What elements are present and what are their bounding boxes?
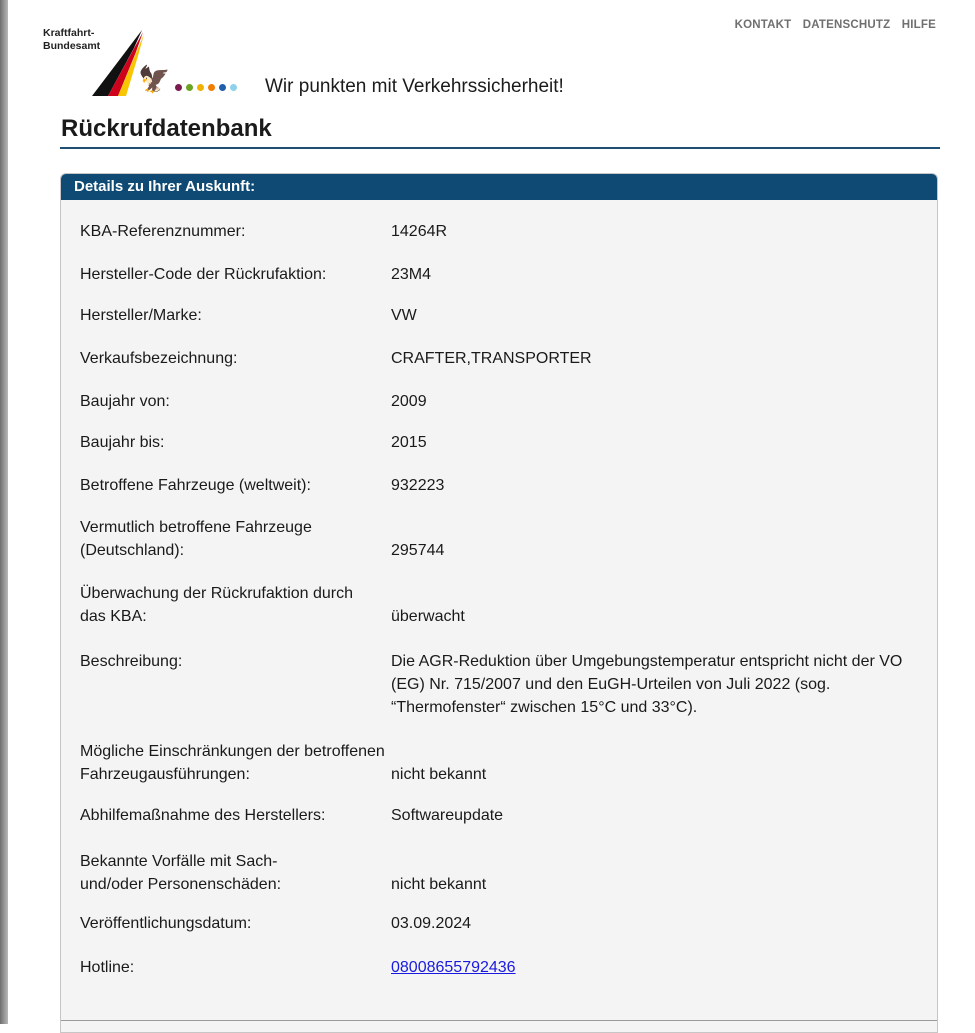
federal-eagle-icon: 🦅 bbox=[138, 64, 171, 94]
nav-link-kontakt[interactable]: KONTAKT bbox=[734, 19, 792, 31]
top-nav bbox=[727, 19, 936, 31]
detail-value: 2015 bbox=[391, 434, 427, 451]
detail-value-container bbox=[391, 956, 926, 979]
detail-value: 14264R bbox=[391, 223, 448, 240]
detail-label: Beschreibung: bbox=[80, 653, 183, 670]
hotline-phone-link[interactable]: 08008655792436 bbox=[391, 959, 516, 976]
detail-value: CRAFTER,TRANSPORTER bbox=[391, 350, 592, 367]
panel-bottom-divider bbox=[61, 1020, 937, 1021]
detail-value: nicht bekannt bbox=[391, 766, 487, 783]
detail-label: Hersteller/Marke: bbox=[80, 307, 202, 324]
detail-label: Abhilfemaßnahme des Herstellers: bbox=[80, 807, 326, 824]
detail-value: 23M4 bbox=[391, 266, 432, 283]
detail-label: Hotline: bbox=[80, 959, 135, 976]
logo-line-2: Bundesamt bbox=[43, 40, 101, 52]
slogan-dots bbox=[175, 84, 237, 91]
details-panel bbox=[60, 173, 938, 1033]
page-title: Rückrufdatenbank bbox=[61, 115, 272, 142]
detail-value: überwacht bbox=[391, 608, 465, 625]
logo-line-1: Kraftfahrt- bbox=[43, 27, 95, 39]
detail-label: Bekannte Vorfälle mit Sach- und/oder Personenschäden: bbox=[80, 853, 282, 893]
dot-icon bbox=[175, 84, 182, 91]
detail-label: Mögliche Einschränkungen der betroffenen Fahrzeugausführungen: bbox=[80, 743, 385, 783]
detail-value: VW bbox=[391, 307, 417, 324]
detail-value: Softwareupdate bbox=[391, 807, 504, 824]
detail-value: 03.09.2024 bbox=[391, 915, 472, 932]
slogan: Wir punkten mit Verkehrssicherheit! bbox=[265, 76, 564, 97]
detail-label: Verkaufsbezeichnung: bbox=[80, 350, 238, 367]
nav-link-datenschutz[interactable]: DATENSCHUTZ bbox=[802, 19, 891, 31]
detail-label: Veröffentlichungsdatum: bbox=[80, 915, 252, 932]
detail-label: KBA-Referenznummer: bbox=[80, 223, 246, 240]
window-left-edge bbox=[0, 0, 8, 1024]
detail-label: Baujahr von: bbox=[80, 393, 170, 410]
detail-label: Überwachung der Rückrufaktion durch das KBA: bbox=[80, 585, 354, 625]
dot-icon bbox=[208, 84, 215, 91]
dot-icon bbox=[197, 84, 204, 91]
detail-value: 2009 bbox=[391, 393, 427, 410]
detail-value: nicht bekannt bbox=[391, 876, 487, 893]
detail-label: Hersteller-Code der Rückrufaktion: bbox=[80, 266, 327, 283]
detail-label: Betroffene Fahrzeuge (weltweit): bbox=[80, 477, 311, 494]
title-divider bbox=[60, 147, 940, 149]
dot-icon bbox=[230, 84, 237, 91]
detail-value: 932223 bbox=[391, 477, 445, 494]
dot-icon bbox=[186, 84, 193, 91]
detail-value: Die AGR-Reduktion über Umgebungstemperatur entspricht nicht der VO (EG) Nr. 715/2007 und den EuGH-Urteilen von Juli 2022 (sog. “Thermofenster“ zwischen 15°C und 33°C). bbox=[391, 653, 903, 716]
detail-label: Baujahr bis: bbox=[80, 434, 165, 451]
detail-value: 295744 bbox=[391, 542, 445, 559]
panel-header: Details zu Ihrer Auskunft: bbox=[61, 174, 937, 200]
detail-label: Vermutlich betroffene Fahrzeuge (Deutschland): bbox=[80, 519, 312, 559]
dot-icon bbox=[219, 84, 226, 91]
nav-link-hilfe[interactable]: HILFE bbox=[901, 19, 936, 31]
